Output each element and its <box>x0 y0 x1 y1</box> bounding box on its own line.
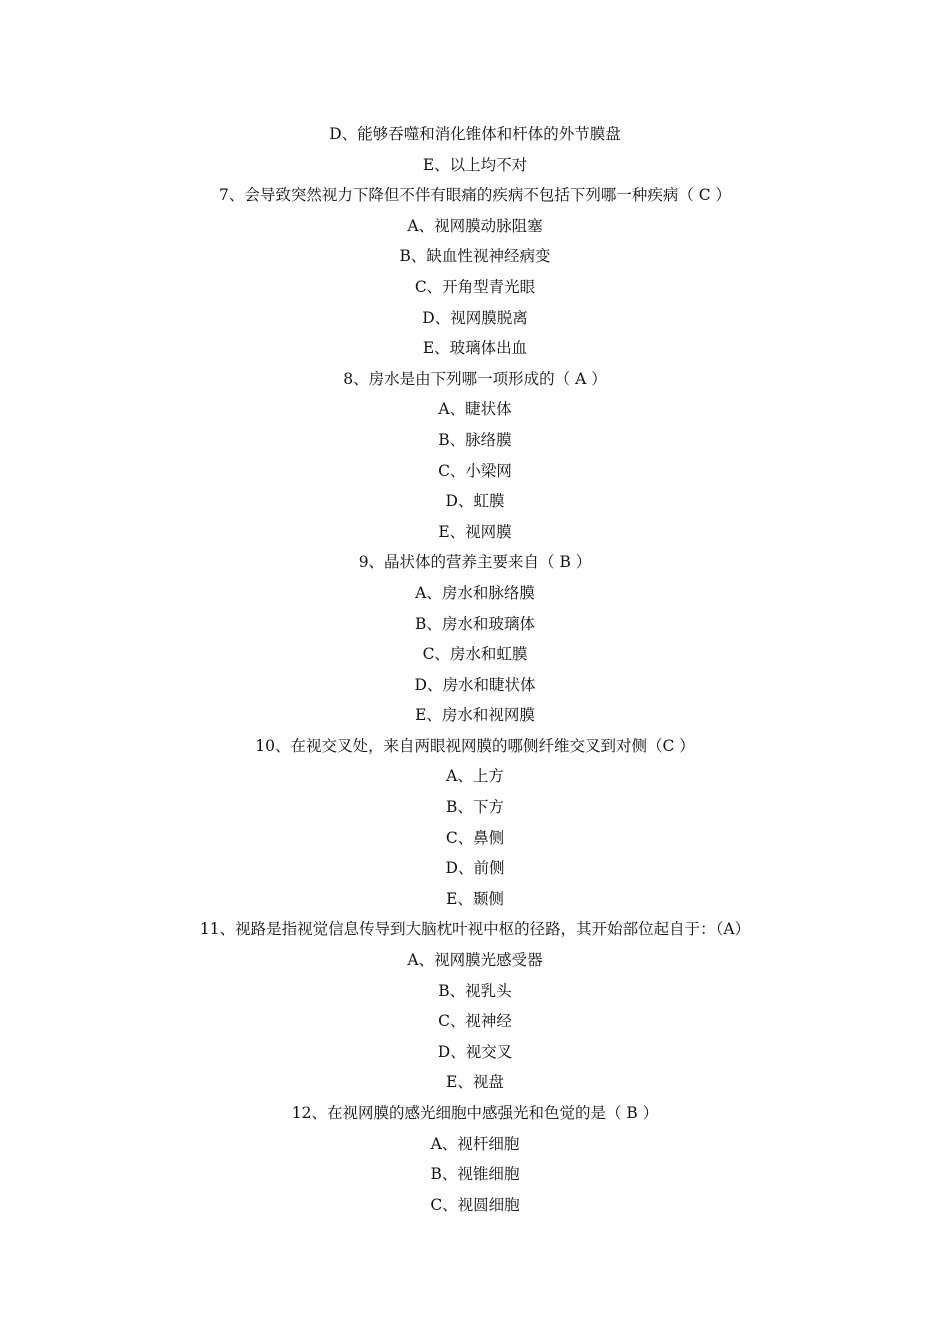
answer-option: A、房水和脉络膜 <box>415 583 535 602</box>
question-text: 8、房水是由下列哪一项形成的（ A ） <box>343 369 607 388</box>
question-text: 7、会导致突然视力下降但不伴有眼痛的疾病不包括下列哪一种疾病（ C ） <box>218 186 732 205</box>
answer-option: D、前侧 <box>445 859 505 878</box>
answer-option: C、小梁网 <box>438 461 512 480</box>
answer-option: D、视网膜脱离 <box>422 308 528 327</box>
answer-option: B、视锥细胞 <box>430 1165 520 1184</box>
answer-option: C、开角型青光眼 <box>414 277 536 296</box>
answer-option: C、鼻侧 <box>445 828 505 847</box>
question-text: 11、视路是指视觉信息传导到大脑枕叶视中枢的径路，其开始部位起自于：（A） <box>199 920 751 939</box>
question-text: 10、在视交叉处，来自两眼视网膜的哪侧纤维交叉到对侧（C ） <box>255 736 695 755</box>
answer-option: A、睫状体 <box>438 400 512 419</box>
answer-option: D、房水和睫状体 <box>414 675 536 694</box>
question-text: 12、在视网膜的感光细胞中感强光和色觉的是（ B ） <box>291 1104 659 1122</box>
answer-option: E、以上均不对 <box>422 155 528 174</box>
answer-option: E、视网膜 <box>438 522 512 541</box>
answer-option: E、房水和视网膜 <box>415 706 535 725</box>
answer-option: C、视神经 <box>438 1012 512 1031</box>
answer-option: D、能够吞噬和消化锥体和杆体的外节膜盘 <box>329 125 621 143</box>
answer-option: B、视乳头 <box>438 981 512 1000</box>
answer-option: B、房水和玻璃体 <box>415 614 535 633</box>
answer-option: D、视交叉 <box>437 1042 513 1061</box>
answer-option: C、视圆细胞 <box>430 1195 520 1214</box>
answer-option: B、脉络膜 <box>438 430 512 449</box>
question-text: 9、晶状体的营养主要来自（ B ） <box>358 553 592 572</box>
answer-option: A、视杆细胞 <box>430 1134 520 1153</box>
answer-option: E、颞侧 <box>446 889 504 908</box>
answer-option: A、视网膜光感受器 <box>407 951 543 970</box>
answer-option: A、上方 <box>446 767 504 786</box>
answer-option: B、下方 <box>446 798 504 817</box>
answer-option: A、视网膜动脉阻塞 <box>407 216 543 235</box>
answer-option: E、视盘 <box>446 1073 504 1092</box>
answer-option: B、缺血性视神经病变 <box>399 247 551 266</box>
answer-option: C、房水和虹膜 <box>422 645 528 664</box>
answer-option: E、玻璃体出血 <box>422 339 528 358</box>
answer-option: D、虹膜 <box>445 492 505 511</box>
document-page <box>0 119 950 1220</box>
